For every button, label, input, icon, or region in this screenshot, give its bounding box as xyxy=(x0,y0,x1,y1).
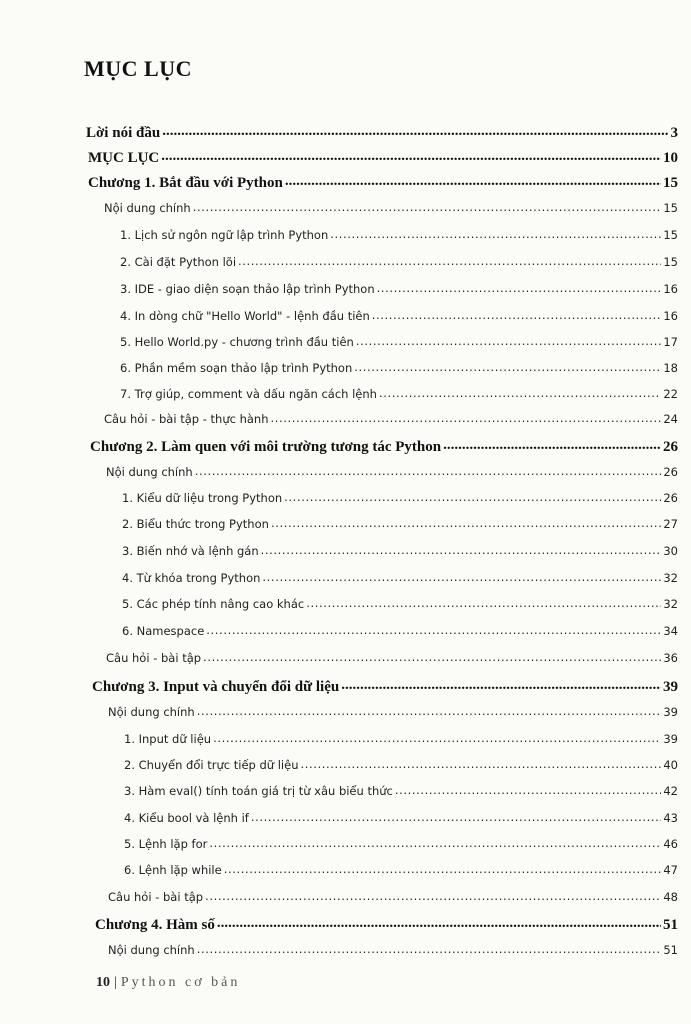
toc-entry-label: Nội dung chính xyxy=(108,704,195,719)
toc-leader-dots xyxy=(205,889,661,901)
toc-entry xyxy=(120,227,678,242)
toc-entry xyxy=(104,200,678,215)
toc-leader-dots xyxy=(306,596,661,608)
toc-entry-page: 42 xyxy=(663,783,678,798)
toc-leader-dots xyxy=(261,543,662,555)
footer-page-number: 10 xyxy=(96,975,110,990)
toc-leader-dots xyxy=(206,623,661,635)
toc-entry xyxy=(124,783,678,798)
toc-entry-page: 32 xyxy=(663,570,678,585)
toc-entry xyxy=(120,308,678,323)
toc-leader-dots xyxy=(162,122,668,137)
toc-leader-dots xyxy=(217,914,661,929)
toc-entry-page: 16 xyxy=(663,281,678,296)
toc-entry xyxy=(88,172,678,192)
toc-entry-label: Lời nói đầu xyxy=(86,125,161,141)
page-title: MỤC LỤC xyxy=(84,56,192,81)
toc-leader-dots xyxy=(372,308,662,320)
toc-entry-page: 39 xyxy=(663,704,678,719)
toc-entry xyxy=(122,623,678,638)
toc-entry-label: 1. Kiểu dữ liệu trong Python xyxy=(122,490,283,505)
toc-entry xyxy=(120,281,678,296)
toc-entry-label: 3. Biến nhớ và lệnh gán xyxy=(122,543,259,558)
toc-leader-dots xyxy=(209,836,661,848)
toc-entry xyxy=(108,704,678,719)
toc-entry-page: 18 xyxy=(663,360,678,375)
toc-entry-label: 5. Hello World.py - chương trình đầu tiên xyxy=(120,334,354,349)
toc-entry xyxy=(120,334,678,349)
toc-entry xyxy=(120,386,678,401)
toc-entry xyxy=(124,757,678,772)
toc-entry-label: Chương 4. Hàm số xyxy=(95,917,215,933)
toc-leader-dots xyxy=(262,570,661,582)
toc-entry-page: 39 xyxy=(663,731,678,746)
toc-entry-page: 16 xyxy=(663,308,678,323)
toc-entry-page: 26 xyxy=(663,439,678,455)
toc-entry xyxy=(120,254,678,269)
toc-entry-label: 5. Các phép tính nâng cao khác xyxy=(122,596,305,611)
toc-entry-page: 15 xyxy=(663,200,678,215)
toc-entry-page: 47 xyxy=(663,862,678,877)
toc-entry-page: 48 xyxy=(663,889,678,904)
toc-entry-label: 6. Lệnh lặp while xyxy=(124,862,222,877)
toc-leader-dots xyxy=(203,650,661,662)
toc-entry-label: 1. Lịch sử ngôn ngữ lập trình Python xyxy=(120,227,329,242)
toc-entry-label: Câu hỏi - bài tập - thực hành xyxy=(104,411,269,426)
toc-leader-dots xyxy=(300,757,661,769)
toc-entry xyxy=(92,676,678,696)
toc-entry-page: 26 xyxy=(663,464,678,479)
toc-entry-label: Chương 2. Làm quen với môi trường tương tác Python xyxy=(90,439,442,455)
toc-leader-dots xyxy=(161,147,661,162)
toc-entry-page: 27 xyxy=(663,516,678,531)
toc-entry xyxy=(122,516,678,531)
toc-entry-label: 3. Hàm eval() tính toán giá trị từ xâu biểu thức xyxy=(124,783,393,798)
toc-entry-page: 39 xyxy=(663,679,678,695)
toc-leader-dots xyxy=(238,254,661,266)
toc-leader-dots xyxy=(271,411,662,423)
toc-entry-page: 26 xyxy=(663,490,678,505)
page-footer xyxy=(96,975,240,991)
toc-entry-label: 4. In dòng chữ "Hello World" - lệnh đầu tiên xyxy=(120,308,370,323)
toc-entry xyxy=(122,570,678,585)
toc-entry-label: 6. Phần mềm soạn thảo lập trình Python xyxy=(120,360,353,375)
toc-entry-label: 4. Kiểu bool và lệnh if xyxy=(124,810,249,825)
toc-entry-label: 2. Biểu thức trong Python xyxy=(122,516,269,531)
toc-entry-page: 51 xyxy=(663,917,678,933)
toc-entry-label: Nội dung chính xyxy=(106,464,193,479)
toc-leader-dots xyxy=(379,386,661,398)
toc-leader-dots xyxy=(330,227,661,239)
toc-leader-dots xyxy=(197,704,662,716)
toc-leader-dots xyxy=(341,676,661,691)
toc-leader-dots xyxy=(195,464,662,476)
toc-leader-dots xyxy=(377,281,662,293)
toc-entry xyxy=(124,836,678,851)
toc-entry-page: 51 xyxy=(663,942,678,957)
toc-entry-page: 30 xyxy=(663,543,678,558)
toc-leader-dots xyxy=(443,436,661,451)
toc-entry-label: 7. Trợ giúp, comment và dấu ngăn cách lệnh xyxy=(120,386,377,401)
toc-leader-dots xyxy=(285,172,661,187)
toc-entry-label: MỤC LỤC xyxy=(88,150,160,166)
toc-entry-page: 17 xyxy=(663,334,678,349)
toc-entry-page: 43 xyxy=(663,810,678,825)
toc-entry xyxy=(108,942,678,957)
toc-entry-page: 46 xyxy=(663,836,678,851)
toc-entry-label: Nội dung chính xyxy=(104,200,191,215)
toc-entry-label: Chương 3. Input và chuyển đổi dữ liệu xyxy=(92,679,340,695)
toc-leader-dots xyxy=(197,942,662,954)
toc-leader-dots xyxy=(213,731,661,743)
toc-entry-label: Câu hỏi - bài tập xyxy=(108,889,204,904)
toc-entry-page: 22 xyxy=(663,386,678,401)
toc-leader-dots xyxy=(271,516,661,528)
toc-entry-page: 15 xyxy=(663,254,678,269)
toc-entry xyxy=(124,731,678,746)
toc-entry xyxy=(108,889,678,904)
toc-entry-page: 24 xyxy=(663,411,678,426)
toc-entry-label: 4. Từ khóa trong Python xyxy=(122,570,261,585)
toc-entry-label: Nội dung chính xyxy=(108,942,195,957)
toc-entry xyxy=(120,360,678,375)
toc-entry-label: 5. Lệnh lặp for xyxy=(124,836,208,851)
toc-entry-page: 15 xyxy=(663,227,678,242)
toc-entry xyxy=(122,490,678,505)
toc-entry-label: 2. Chuyển đổi trực tiếp dữ liệu xyxy=(124,757,299,772)
toc-leader-dots xyxy=(395,783,661,795)
toc-leader-dots xyxy=(284,490,661,502)
toc-leader-dots xyxy=(356,334,662,346)
toc-entry xyxy=(90,436,678,456)
toc-entry-page: 40 xyxy=(663,757,678,772)
toc-entry xyxy=(106,464,678,479)
toc-entry-page: 36 xyxy=(663,650,678,665)
footer-book-title: Python cơ bản xyxy=(120,975,241,990)
toc-leader-dots xyxy=(354,360,661,372)
toc-entry-label: Câu hỏi - bài tập xyxy=(106,650,202,665)
toc-entry xyxy=(124,810,678,825)
toc-entry-page: 3 xyxy=(670,125,678,141)
toc-entry xyxy=(95,914,678,934)
footer-separator: | xyxy=(114,975,117,990)
toc-entry-label: Chương 1. Bắt đầu với Python xyxy=(88,175,283,191)
toc-entry-label: 6. Namespace xyxy=(122,623,205,638)
toc-entry-page: 32 xyxy=(663,596,678,611)
toc-entry xyxy=(104,411,678,426)
toc-entry xyxy=(122,596,678,611)
toc-leader-dots xyxy=(193,200,662,212)
toc-leader-dots xyxy=(224,862,662,874)
toc-entry xyxy=(122,543,678,558)
toc-entry-label: 2. Cài đặt Python lõi xyxy=(120,254,237,269)
toc-entry xyxy=(106,650,678,665)
toc-entry-page: 15 xyxy=(663,175,678,191)
toc-entry xyxy=(124,862,678,877)
toc-entry xyxy=(86,122,678,142)
toc-entry-page: 10 xyxy=(663,150,678,166)
toc-entry xyxy=(88,147,678,167)
toc-entry-label: 3. IDE - giao diện soạn thảo lập trình Python xyxy=(120,281,375,296)
toc-leader-dots xyxy=(251,810,661,822)
toc-entry-label: 1. Input dữ liệu xyxy=(124,731,212,746)
toc-entry-page: 34 xyxy=(663,623,678,638)
